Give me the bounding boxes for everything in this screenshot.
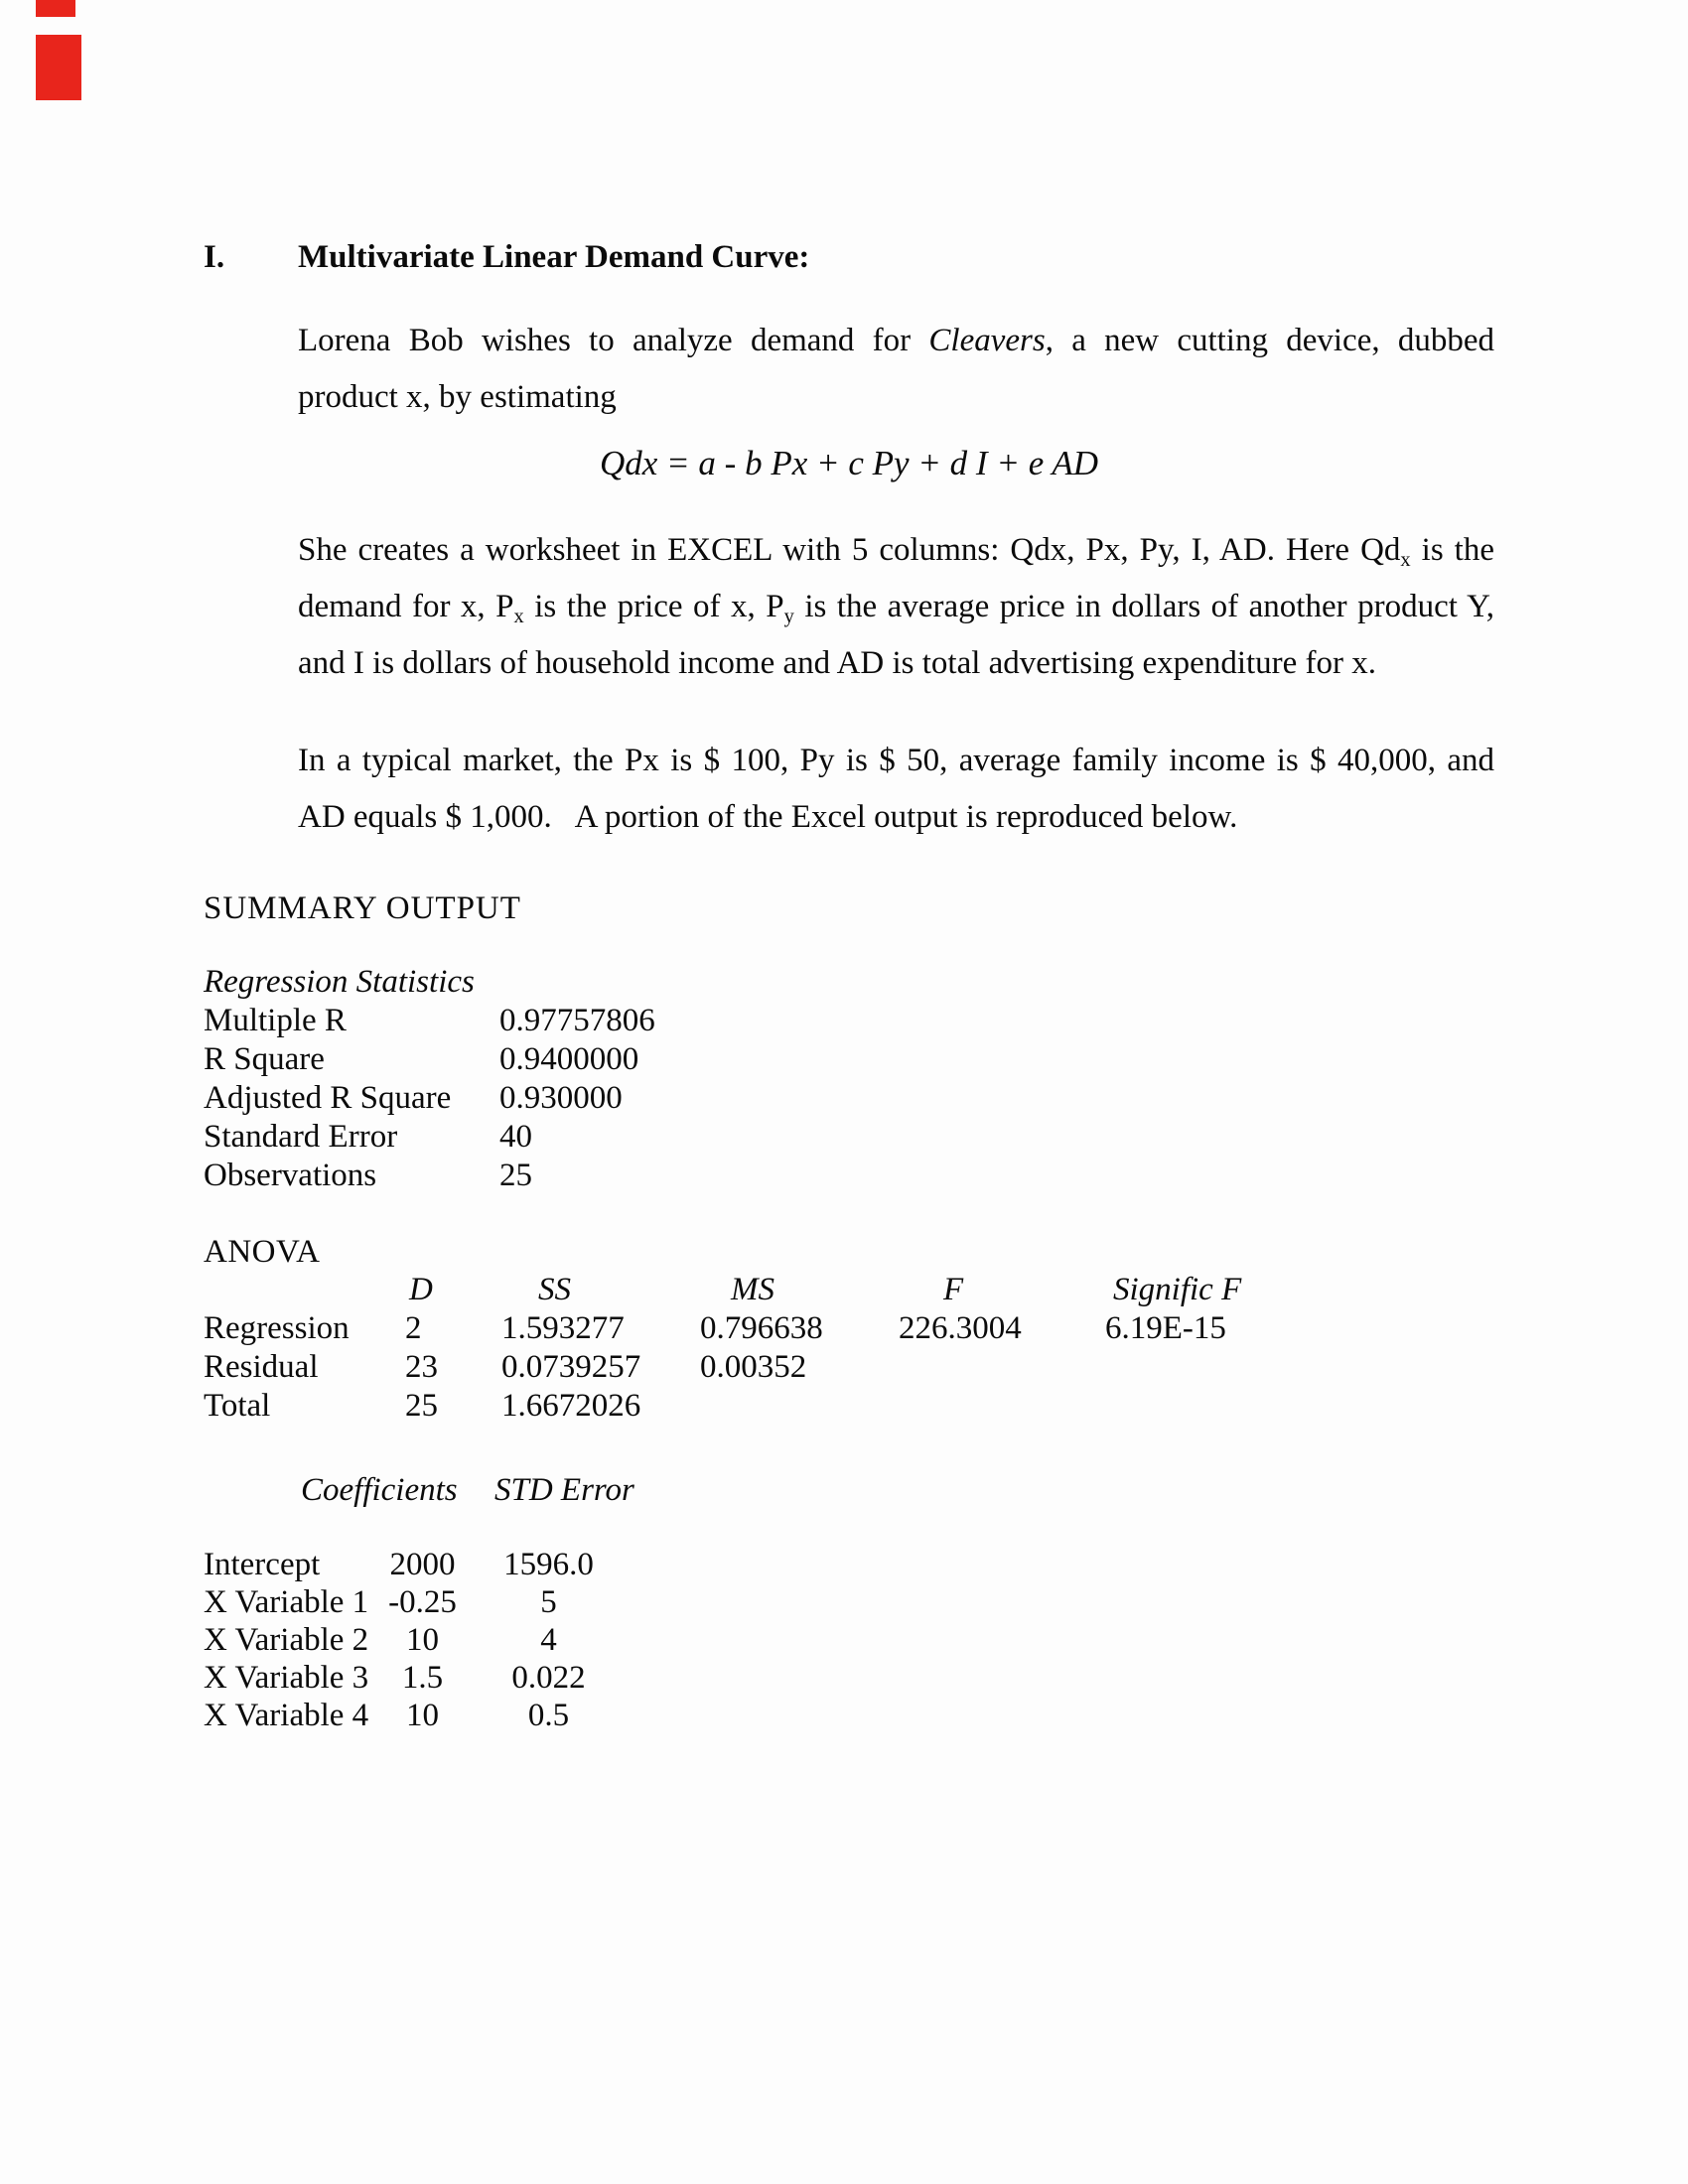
demand-equation: Qdx = a - b Px + c Py + d I + e AD [599,444,1098,482]
coefficients-header: Coefficients [301,1472,458,1508]
coefficient-value: 2000 [389,1547,456,1582]
paragraph-2 [298,522,1494,692]
coefficient-label: X Variable 3 [204,1660,369,1696]
coefficient-row-x4 [204,1697,899,1734]
anova-row-label: Residual [204,1349,319,1385]
paragraph-line: demand for x, Px is the price of x, Py is the average price in dollars of another product Y, [298,589,1495,627]
stat-label: Standard Error [204,1119,398,1155]
anova-cell: 1.6672026 [501,1388,641,1424]
std-error-header: STD Error [494,1472,634,1508]
anova-cell: 0.796638 [700,1310,823,1346]
anova-cell: 1.593277 [501,1310,625,1346]
anova-header-d: D [409,1272,433,1307]
anova-cell: 0.00352 [700,1349,807,1385]
anova-header-ms: MS [731,1272,774,1307]
anova-row-total [204,1387,1494,1426]
anova-header-f: F [943,1272,964,1307]
paragraph-line: AD equals $ 1,000. A portion of the Excel output is reproduced below. [298,799,1238,835]
paragraph-line: In a typical market, the Px is $ 100, Py is $ 50, average family income is $ 40,000, and [298,743,1494,778]
section-number: I. [204,239,225,275]
anova-header-ss: SS [538,1272,571,1307]
paragraph-line: She creates a worksheet in EXCEL with 5 columns: Qdx, Px, Py, I, AD. Here Qdx is the [298,532,1494,571]
coefficient-label: X Variable 2 [204,1622,369,1658]
anova-cell: 226.3004 [899,1310,1022,1346]
coefficient-value: 1.5 [401,1660,444,1696]
stat-value: 0.9400000 [499,1041,639,1077]
std-error-value: 5 [540,1584,557,1620]
std-error-value: 0.022 [511,1660,586,1696]
paragraph-3 [298,733,1494,846]
stat-value: 25 [499,1158,532,1193]
stat-label: R Square [204,1041,325,1077]
std-error-value: 0.5 [527,1698,570,1733]
anova-cell: 23 [405,1349,438,1385]
coefficient-label: X Variable 4 [204,1698,369,1733]
coefficients-header-row [204,1471,899,1509]
stat-label: Observations [204,1158,377,1193]
paragraph-line: product x, by estimating [298,379,617,415]
summary-output-heading: SUMMARY OUTPUT [204,890,521,926]
red-scan-mark-large [36,35,81,100]
stat-value: 0.97757806 [499,1003,655,1038]
section-heading [204,238,1494,276]
section-title: Multivariate Linear Demand Curve: [298,239,810,275]
anova-table [204,1271,1494,1426]
paragraph-line: and I is dollars of household income and AD is total advertising expenditure for x. [298,645,1377,681]
stat-label: Multiple R [204,1003,347,1038]
paragraph-1 [298,313,1494,426]
anova-row-regression [204,1309,1494,1348]
anova-heading: ANOVA [204,1234,321,1270]
coefficient-value: -0.25 [388,1584,457,1620]
anova-header-row [204,1271,1494,1309]
regression-statistics-block [204,963,655,1195]
anova-cell: 0.0739257 [501,1349,641,1385]
coefficient-label: X Variable 1 [204,1584,369,1620]
stat-row [204,1002,655,1040]
anova-header-signific-f: Signific F [1113,1272,1242,1307]
stat-label: Adjusted R Square [204,1080,452,1116]
anova-cell: 25 [405,1388,438,1424]
anova-row-residual [204,1348,1494,1387]
coefficient-row-x2 [204,1621,899,1659]
coefficient-value: 10 [406,1698,439,1733]
regression-statistics-heading: Regression Statistics [204,964,475,1000]
stat-row [204,1040,639,1079]
stat-row [204,1118,532,1157]
anova-row-label: Total [204,1388,271,1424]
coefficients-table [204,1546,899,1734]
stat-row [204,1157,532,1195]
anova-cell: 2 [405,1310,422,1346]
coefficient-row-x3 [204,1659,899,1697]
std-error-value: 4 [540,1622,557,1658]
std-error-value: 1596.0 [503,1547,594,1582]
stat-row [204,1079,623,1118]
coefficient-row-x1 [204,1583,899,1621]
coefficient-value: 10 [406,1622,439,1658]
coefficient-label: Intercept [204,1547,321,1582]
stat-value: 40 [499,1119,532,1155]
paragraph-line: Lorena Bob wishes to analyze demand for Cleavers, a new cutting device, dubbed [298,323,1494,358]
stat-value: 0.930000 [499,1080,623,1116]
coefficient-row-intercept [204,1546,899,1583]
red-scan-mark-small [36,0,75,17]
anova-row-label: Regression [204,1310,350,1346]
anova-cell: 6.19E-15 [1105,1310,1226,1346]
